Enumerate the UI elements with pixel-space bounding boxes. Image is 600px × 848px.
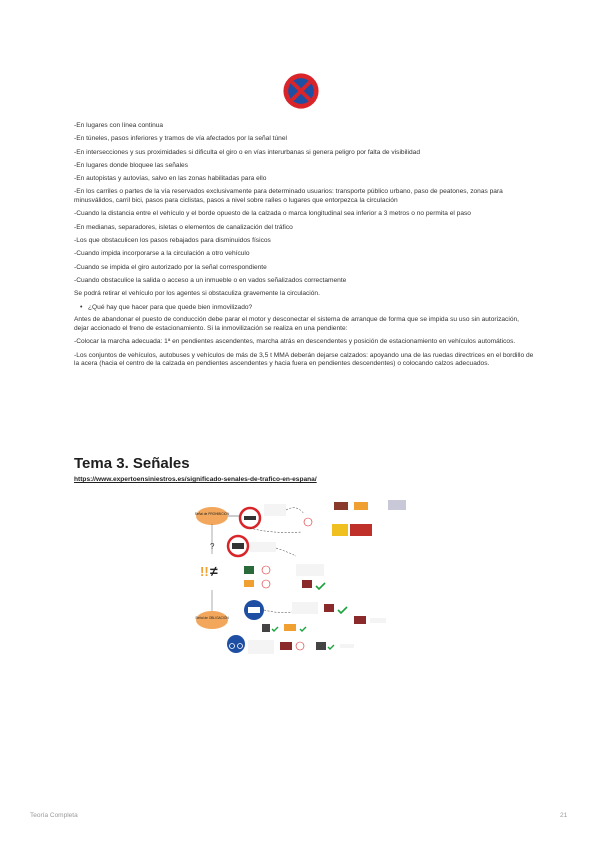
motorcycle-icon	[324, 604, 334, 612]
check-icon	[272, 627, 278, 631]
list-item: -En los carriles o partes de la vía reservados exclusivamente para determinado usuarios: transporte público urbano, paso de peatones, zonas para minusválidos, carril bici, pasos para ciclistas, pasos a nivel sobre raíles o lugares que entorpezca la circulación	[74, 188, 503, 205]
question-item: • ¿Qué hay que hacer para que quede bien inmovilizado?	[80, 304, 534, 313]
car-icon	[284, 624, 296, 631]
list-item: -En lugares donde bloquee las señales	[74, 161, 189, 169]
motorcycle-icon	[244, 566, 254, 574]
motorcycle-icon	[354, 616, 366, 624]
check-icon	[316, 583, 325, 589]
list-item: -Cuando obstaculice la salida o acceso a un inmueble o en vados señalizados correctamente	[74, 276, 347, 284]
list-item: -Cuando la distancia entre el vehículo y el borde opuesto de la calzada o marca longitudinal sea inferior a 3 metros o no permita el paso	[74, 210, 471, 218]
car-icon	[354, 502, 368, 510]
bicycle-icon	[316, 642, 326, 650]
signs-diagram	[192, 494, 414, 658]
truck-icon	[388, 500, 406, 510]
mandatory-motor-vehicles-sign-icon	[244, 600, 264, 620]
no-motor-vehicles-sign-icon	[228, 536, 248, 556]
question-list	[74, 304, 534, 313]
car-icon	[244, 580, 254, 587]
paragraph: -Colocar la marcha adecuada: 1ª en pendientes ascendentes, marcha atrás en descendentes y posición de estacionamiento en vehículos automáticos.	[74, 338, 516, 346]
motorcycle-icon	[280, 642, 292, 650]
list-item: -En autopistas y autovías, salvo en las zonas habilitadas para ello	[74, 175, 267, 183]
footer-title: Teoría Completa	[30, 812, 78, 819]
no-entry-sign-icon	[240, 508, 260, 528]
obligacion-box	[195, 611, 229, 629]
svg-text:?: ?	[210, 542, 215, 551]
prohibicion-label: Señal de PROHIBICIÓN	[194, 512, 230, 516]
svg-text:≠: ≠	[210, 563, 218, 579]
list-item: -En medianas, separadores, isletas o elementos de canalización del tráfico	[74, 223, 293, 231]
list-item: -Cuando se impida el giro autorizado por la señal correspondiente	[74, 263, 267, 271]
tractor-icon	[350, 524, 372, 536]
svg-text:!!: !!	[200, 564, 209, 579]
check-icon	[300, 627, 306, 631]
obligacion-label: Señal de OBLIGACIÓN	[195, 616, 229, 620]
list-item: -En túneles, pasos inferiores y tramos de vía afectados por la señal túnel	[74, 135, 287, 143]
section-heading: Tema 3. Señales	[74, 455, 190, 472]
page-number: 21	[560, 812, 568, 819]
paragraph: Antes de abandonar el puesto de conducción debe parar el motor y desconectar el sistema de arranque de forma que se impida su uso sin autorización, dejar accionado el freno de estacionamiento. Si la inmovilización se realiza en una pendiente:	[74, 316, 519, 332]
paragraph: -Los conjuntos de vehículos, autobuses y vehículos de más de 3,5 t MMA deberán dejarse calzados: apoyando una de las ruedas directrices en el bordillo de la acera (hacia el centro de la calzada en pendientes ascendentes y hacia fuera en pendientes descendentes) o colocando calzos adecuados.	[74, 351, 534, 368]
check-icon	[328, 645, 334, 649]
list-item: -Los que obstaculicen los pasos rebajados para disminuidos físicos	[74, 237, 271, 245]
note-text: Se podrá retirar el vehículo por los agentes si obstaculiza gravemente la circulación.	[74, 290, 320, 298]
list-item: -En lugares con línea continua	[74, 122, 164, 129]
tractor-icon	[332, 524, 348, 536]
list-item: -Cuando impida incorporarse a la circulación a otro vehículo	[74, 250, 250, 258]
bicycle-icon	[262, 624, 270, 632]
list-item: -En intersecciones y sus proximidades si dificulta el giro o en vías interurbanas si genera peligro por falta de visibilidad	[74, 148, 420, 156]
prohibicion-box	[195, 507, 230, 525]
document-body	[74, 122, 534, 374]
no-parking-sign-icon	[282, 72, 320, 110]
check-icon	[338, 607, 347, 613]
cycle-lane-sign-icon	[227, 635, 245, 653]
source-link[interactable]: https://www.expertoensiniestros.es/significado-senales-de-trafico-en-espana/	[74, 476, 317, 483]
vehicle-icon	[334, 502, 348, 510]
motorcycle-icon	[302, 580, 312, 588]
